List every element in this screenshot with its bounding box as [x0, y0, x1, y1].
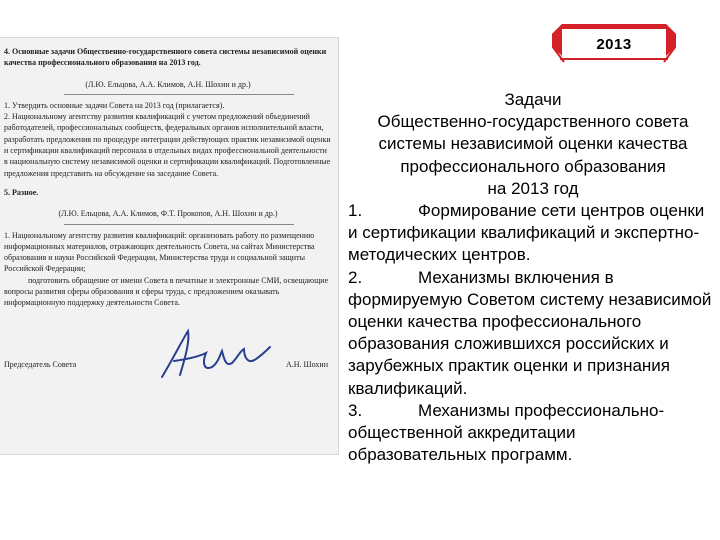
task-number: 2.	[348, 267, 363, 287]
signer-name: А.Н. Шохин	[286, 359, 328, 369]
doc-item-5-1: 1. Национальному агентству развития квалификаций: организовать работу по размещению информационных материалов, отражающих деятельность Совета, на сайтах Министерства образования и науки Российской Федерации, Министерства труда и социальной защиты Российской Федерации;	[4, 230, 315, 274]
doc-heading-5: 5. Разное.	[4, 187, 39, 197]
doc-divider	[64, 94, 294, 95]
task-number: 1.	[348, 201, 363, 221]
doc-item-1: 1. Утвердить основные задачи Совета на 2013 год (прилагается).	[4, 100, 225, 110]
doc-item-5-2: подготовить обращение от имени Совета в печатные и электронные СМИ, освещающие вопросы развития сферы образования и сферы труда, с предложением оказывать информационную поддержку деятельности Совета.	[4, 275, 329, 308]
title-line-3: системы независимой оценки качества	[378, 134, 688, 154]
doc-authors-1: (Л.Ю. Ельцова, А.А. Климов, А.Н. Шохин и др.)	[85, 79, 251, 89]
signer-title: Председатель Совета	[4, 359, 77, 369]
task-text: Механизмы профессионально-общественной аккредитации образовательных программ.	[348, 400, 665, 465]
tasks-block	[348, 89, 718, 466]
title-line-1: Задачи	[504, 90, 562, 109]
task-item	[348, 200, 718, 267]
title-line-5: на 2013 год	[487, 178, 579, 198]
task-text: Механизмы включения в формируемую Советом систему независимой оценки качества профессионального образования сложившихся российских и зарубежных практик оценки и признания квалификаций.	[348, 267, 712, 398]
handwritten-signature	[154, 327, 274, 383]
task-item	[348, 400, 718, 467]
scanned-document	[0, 38, 338, 454]
title-line-2: Общественно-государственного совета	[377, 112, 689, 132]
document-text	[4, 46, 332, 383]
doc-divider-2	[64, 224, 294, 225]
task-item	[348, 267, 718, 400]
doc-heading-4: 4. Основные задачи Общественно-государственного совета системы независимой оценки качества профессионального образования на 2013 год.	[4, 47, 327, 68]
title-line-4: профессионального образования	[400, 156, 666, 176]
task-number: 3.	[348, 400, 363, 420]
tasks-title	[348, 89, 718, 200]
year-badge: 2013	[596, 36, 632, 53]
signature-row	[4, 323, 332, 383]
doc-authors-2: (Л.Ю. Ельцова, А.А. Климов, Ф.Т. Прокопов, А.Н. Шохин и др.)	[58, 209, 278, 219]
task-text: Формирование сети центров оценки и сертификации квалификаций и экспертно-методических центров.	[348, 201, 705, 265]
doc-item-2: 2. Национальному агентству развития квалификаций с учетом предложений объединений работодателей, профессиональных сообществ, федеральных органов исполнительной власти, разработать предложения по процедуре интеграции действующих практик независимой оценки и сертификации квалификаций персонала в отдельных видах профессиональной деятельности в национальную систему независимой оценки и сертификации квалификаций. Подготовленные предложения представить на обсуждение на заседание Совета.	[4, 112, 331, 178]
